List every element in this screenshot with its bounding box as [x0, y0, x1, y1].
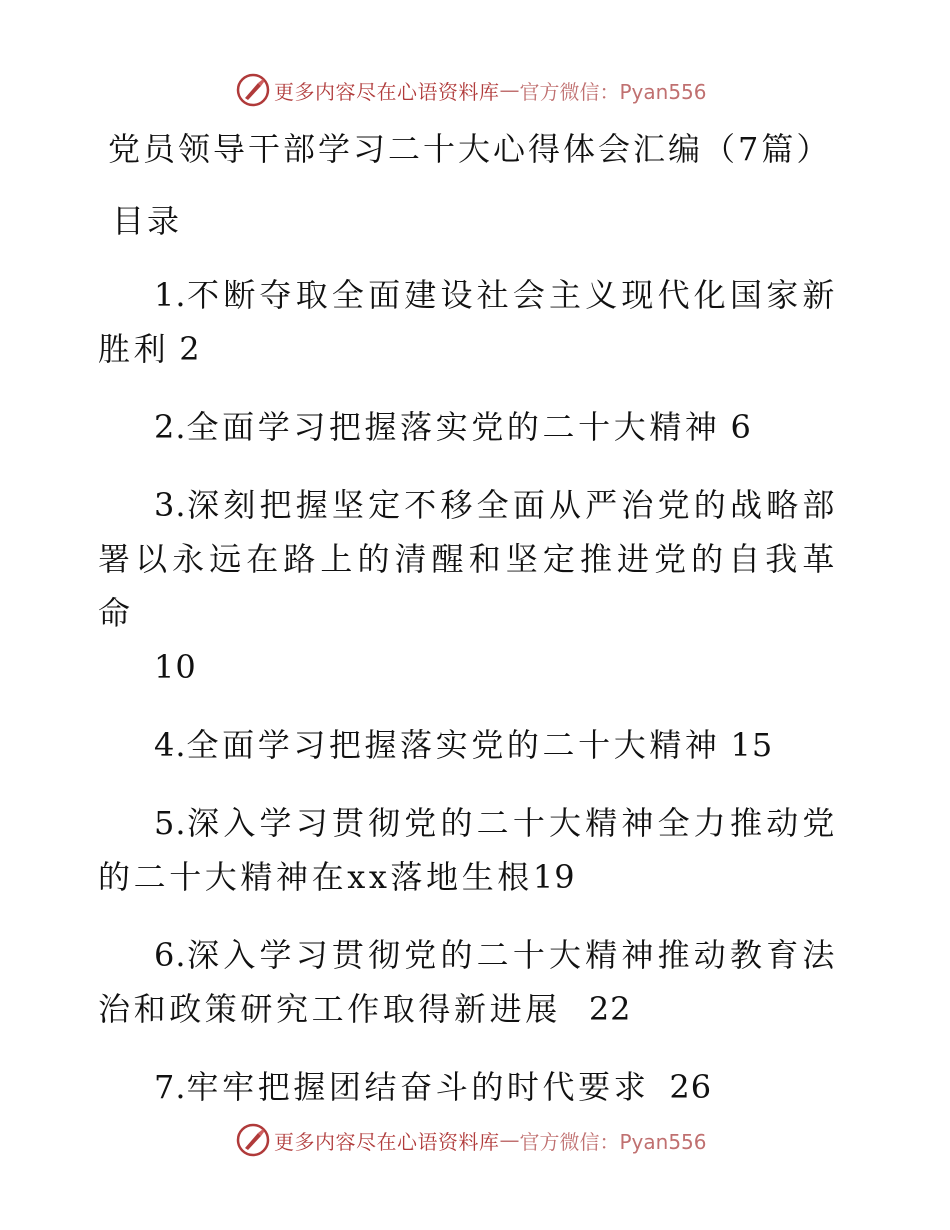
toc-entry-number: 3. [154, 486, 187, 524]
quill-logo-icon [236, 1123, 270, 1157]
toc-entry-title: 不断夺取全面建设社会主义现代化国家新胜利 [98, 276, 838, 368]
toc-entry-page: 22 [588, 990, 632, 1028]
toc-entry-number: 7. [154, 1068, 187, 1106]
watermark-text: 更多内容尽在心语资料库 [274, 79, 500, 104]
watermark-separator: — [499, 78, 520, 102]
footer-watermark [236, 1122, 707, 1158]
watermark-contact: 官方微信：Pyan556 [519, 1129, 707, 1154]
toc-entry-title: 全面学习把握落实党的二十大精神 [186, 408, 721, 446]
toc-entry-number: 2. [154, 408, 187, 446]
toc-entry-number: 5. [154, 804, 187, 842]
quill-logo-icon [236, 73, 270, 107]
toc-entry-number: 1. [154, 276, 187, 314]
toc-entry-number: 4. [154, 726, 187, 764]
watermark-contact: 官方微信：Pyan556 [519, 79, 707, 104]
toc-entry-page: 6 [730, 408, 752, 446]
toc-entry-title: 深入学习贯彻党的二十大精神全力推动党的二十大精神在xx落地生根 [98, 804, 838, 896]
toc-heading: 目录 [112, 202, 183, 240]
toc-entry-title: 牢牢把握团结奋斗的时代要求 [186, 1068, 650, 1106]
toc-entry-2 [98, 400, 838, 454]
toc-entry-title: 全面学习把握落实党的二十大精神 [186, 726, 721, 764]
toc-entry-4 [98, 718, 838, 772]
toc-entry-page: 15 [730, 726, 774, 764]
document-title: 党员领导干部学习二十大心得体会汇编（7篇） [108, 130, 832, 168]
toc-entry-number: 6. [154, 936, 187, 974]
toc-entry-7 [98, 1060, 838, 1114]
toc-entry-3 [98, 478, 838, 694]
toc-entry-page: 26 [669, 1068, 713, 1106]
toc-entry-6 [98, 928, 838, 1036]
toc-entry-title: 深入学习贯彻党的二十大精神推动教育法治和政策研究工作取得新进展 [98, 936, 838, 1028]
watermark-separator: — [499, 1128, 520, 1152]
header-watermark [236, 72, 707, 108]
toc-entry-page: 10 [154, 648, 197, 686]
toc-entry-page: 2 [179, 330, 201, 368]
table-of-contents [98, 268, 838, 1138]
toc-entry-title: 深刻把握坚定不移全面从严治党的战略部署以永远在路上的清醒和坚定推进党的自我革命 [98, 486, 838, 632]
toc-entry-page: 19 [532, 858, 576, 896]
toc-entry-1 [98, 268, 838, 376]
watermark-text: 更多内容尽在心语资料库 [274, 1129, 500, 1154]
toc-entry-5 [98, 796, 838, 904]
